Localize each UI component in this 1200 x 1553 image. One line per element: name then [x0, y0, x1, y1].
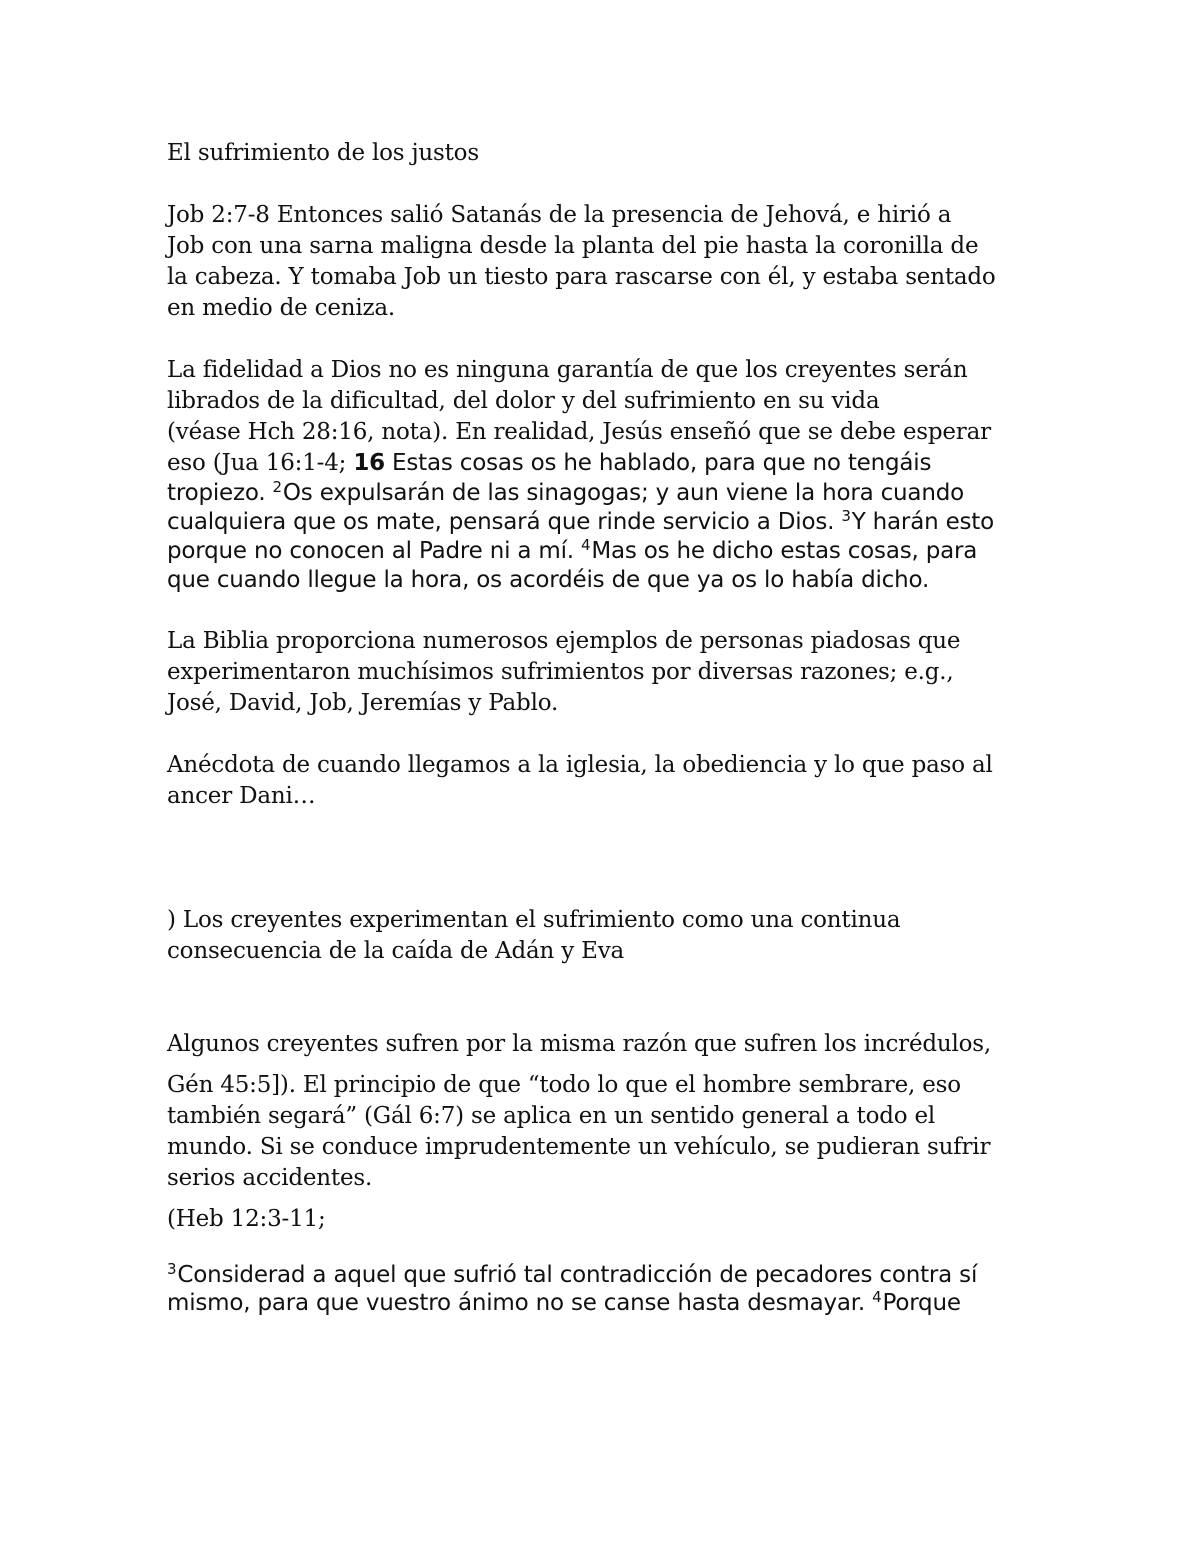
text-line	[167, 1289, 1047, 1317]
text-line: la cabeza. Y tomaba Job un tiesto para rascarse con él, y estaba sentado	[167, 264, 996, 290]
paragraph-job-verse	[167, 200, 1047, 324]
text-line	[167, 479, 1047, 508]
text-line: también segará” (Gál 6:7) se aplica en un sentido general a todo el	[167, 1103, 936, 1129]
text-line: Anécdota de cuando llegamos a la iglesia, la obediencia y lo que paso al	[167, 752, 993, 778]
paragraph-fidelity	[167, 355, 1047, 595]
text-line	[167, 448, 1047, 479]
document-title: El sufrimiento de los justos	[167, 140, 479, 166]
text-run: tropiezo.	[167, 480, 273, 506]
text-line: que cuando llegue la hora, os acordéis de que ya os lo había dicho.	[167, 567, 930, 593]
verse-superscript: 3	[841, 507, 851, 525]
text-line: Job con una sarna maligna desde la planta del pie hasta la coronilla de	[167, 233, 979, 259]
text-run: Considerad a aquel que sufrió tal contradicción de pecadores contra sí	[177, 1262, 978, 1288]
text-run: Mas os he dicho estas cosas, para	[591, 538, 978, 564]
text-line: Algunos creyentes sufren por la misma razón que sufren los incrédulos,	[167, 1031, 992, 1057]
paragraph-same-reason	[167, 1029, 1047, 1060]
verse-superscript: 4	[872, 1288, 882, 1306]
text-line: consecuencia de la caída de Adán y Eva	[167, 938, 625, 964]
text-run: mismo, para que vuestro ánimo no se canse hasta desmayar.	[167, 1290, 873, 1316]
verse-superscript: 4	[581, 536, 591, 554]
text-run: cualquiera que os mate, pensará que rinde servicio a Dios.	[167, 509, 842, 535]
paragraph-fall-consequence	[167, 905, 1047, 967]
text-line: Job 2:7-8 Entonces salió Satanás de la presencia de Jehová, e hirió a	[167, 202, 952, 228]
paragraph-bible-examples	[167, 626, 1047, 719]
paragraph-anecdote	[167, 750, 1047, 812]
text-line: experimentaron muchísimos sufrimientos por diversas razones; e.g.,	[167, 659, 954, 685]
text-run: eso (Jua 16:1-4;	[167, 450, 354, 476]
verse-number: 16	[353, 450, 385, 476]
text-line: en medio de ceniza.	[167, 295, 396, 321]
text-line: (véase Hch 28:16, nota). En realidad, Jesús enseñó que se debe esperar	[167, 419, 991, 445]
document-page	[167, 138, 1047, 1317]
text-line	[167, 508, 1047, 537]
text-line: La fidelidad a Dios no es ninguna garantía de que los creyentes serán	[167, 357, 968, 383]
text-line: ancer Dani…	[167, 783, 316, 809]
text-run: Porque	[882, 1290, 961, 1316]
text-line: Gén 45:5]). El principio de que “todo lo que el hombre sembrare, eso	[167, 1072, 961, 1098]
text-line: mundo. Si se conduce imprudentemente un vehículo, se pudieran sufrir	[167, 1134, 991, 1160]
text-line: serios accidentes.	[167, 1165, 373, 1191]
text-line: ) Los creyentes experimentan el sufrimiento como una continua	[167, 907, 901, 933]
verse-superscript: 3	[167, 1260, 177, 1278]
paragraph-sowing-principle	[167, 1070, 1047, 1194]
text-run: Y harán esto	[851, 509, 994, 535]
text-line: La Biblia proporciona numerosos ejemplos de personas piadosas que	[167, 628, 961, 654]
text-line	[167, 1261, 1047, 1289]
text-line: librados de la dificultad, del dolor y del sufrimiento en su vida	[167, 388, 880, 414]
paragraph-heb-reference	[167, 1204, 1047, 1235]
paragraph-heb-verses	[167, 1261, 1047, 1317]
text-line: José, David, Job, Jeremías y Pablo.	[167, 690, 559, 716]
text-line	[167, 537, 1047, 566]
text-line: (Heb 12:3-11;	[167, 1206, 326, 1232]
text-run: Os expulsarán de las sinagogas; y aun viene la hora cuando	[282, 480, 964, 506]
text-run: Estas cosas os he hablado, para que no tengáis	[384, 450, 932, 476]
verse-superscript: 2	[272, 478, 282, 496]
text-run: porque no conocen al Padre ni a mí.	[167, 538, 582, 564]
